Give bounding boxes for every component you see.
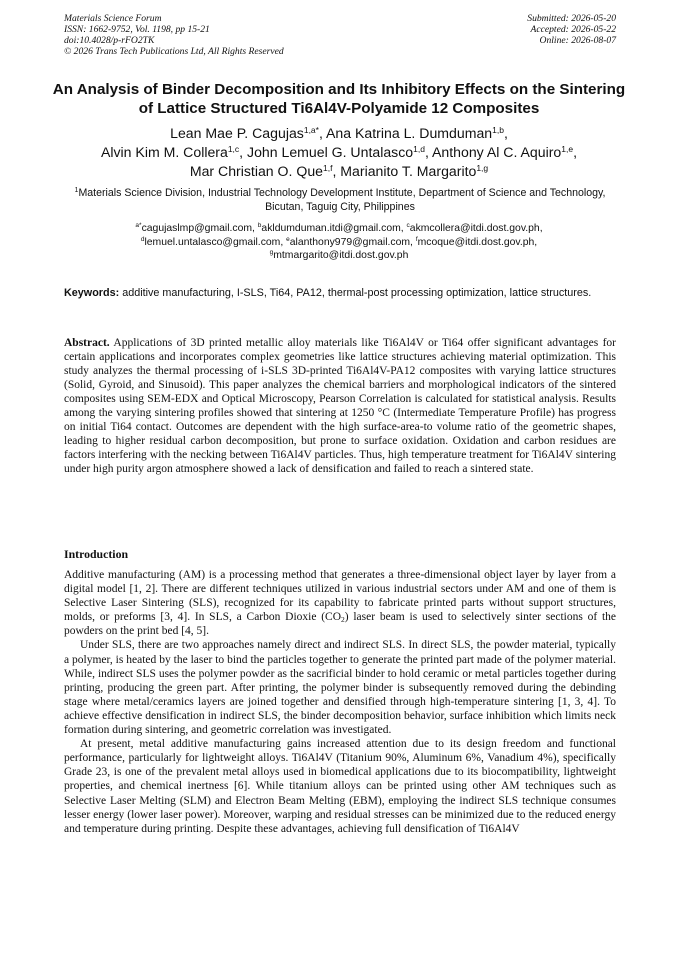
- keywords-label: Keywords:: [64, 287, 120, 299]
- online-date: Online: 2026-08-07: [539, 35, 616, 46]
- email[interactable]: $^d$lemuel.untalasco@gmail.com,: [140, 235, 287, 248]
- email-list: [56, 222, 622, 263]
- accepted-date: Accepted: 2026-05-22: [530, 24, 616, 35]
- keywords: [64, 286, 616, 300]
- dates-header: [527, 13, 616, 46]
- paragraph: At present, metal additive manufacturing gains increased attention due to its design freedom and functional performance, particularly for lightweight alloys. Ti6Al4V (Titanium 90%, Aluminum 6%, Vanadium 4%), specifically Grade 23, is one of the prevalent metal alloys used in biomedical applications due to its biocompatibility, lightweight properties, and chemical inertness [6]. While titanium alloys can be printed using other AM techniques such as Selective Laser Melting (SLM) and Electron Beam Melting (EBM), employing the indirect SLS technique consumes lesser energy (lower laser power). Moreover, warping and residual stresses can be minimized due to the reduced energy and temperature during printing. Despite these advantages, achieving full densification of Ti6Al4V: [64, 738, 616, 835]
- abstract: [64, 336, 616, 476]
- section-heading-introduction: Introduction: [64, 547, 129, 561]
- author-list: [40, 124, 638, 181]
- journal-issn: ISSN: 1662-9752, Vol. 1198, pp 15-21: [64, 24, 210, 35]
- journal-doi: doi:10.4028/p-rFO2TK: [64, 35, 155, 46]
- email[interactable]: $^b$akldumduman.itdi@gmail.com,: [257, 222, 407, 234]
- email[interactable]: $^g$mtmargarito@itdi.dost.gov.ph: [269, 249, 409, 262]
- paragraph: Under SLS, there are two approaches namely direct and indirect SLS. In direct SLS, the powder material, typically a polymer, is heated by the laser to bind the particles together to generate the printed part made of the polymer material. While, indirect SLS uses the polymer powder as the sacrificial binder to hold ceramic or metal particles together during printing, producing the green part. After printing, the polymer binder is subsequently removed during the debinding stage where metal/ceramics layers are joined together and densified through high-temperature sintering [1, 3, 4]. To achieve effective densification in indirect SLS, the binder decomposition behavior, surface inhibition which limits neck formation during sintering, and geometric correlation was investigated.: [64, 639, 616, 737]
- email[interactable]: $^e$alanthony979@gmail.com,: [286, 235, 416, 248]
- email[interactable]: $^c$akmcollera@itdi.dost.gov.ph,: [406, 222, 543, 234]
- paper-title: An Analysis of Binder Decomposition and Its Inhibitory Effects on the Sintering of Lattice Structured Ti6Al4V-Polyamide 12 Composites: [52, 81, 626, 117]
- abstract-label: Abstract.: [64, 337, 110, 349]
- author: Alvin Kim M. Collera$^{1,c}$,: [100, 144, 248, 160]
- journal-copyright: © 2026 Trans Tech Publications Ltd, All Rights Reserved: [64, 46, 284, 57]
- author: Marianito T. Margarito$^{1,g}$: [340, 163, 489, 179]
- abstract-text: Applications of 3D printed metallic alloy materials like Ti6Al4V or Ti64 offer significant advantages for certain applications and incorporates complex geometries like lattice structures achieving material optimization. This study analyzes the thermal processing of i-SLS 3D-printed Ti6Al4V-PA12 composites with varying lattice structures (Solid, Gyroid, and Sinusoid). This paper analyzes the chemical barriers and morphological indicators of the sintered composites using SEM-EDX and Optical Microscopy, Pearson Correlation is calculated for statistical analysis. Results among the varying sintering profiles showed that sintering at 1250 °C (Intermediate Temperature Profile) has progress on initial Ti64 contact. Outcomes are dependent with the high surface-area-to volume ratio of the geometric shapes, leading to higher residual carbon decomposition, but prone to surface oxidation. Oxidation and carbon residues are factors interfering with the necking between Ti6Al4V particles. Thus, high temperature treatment for Ti6Al4V sintering under high purity argon atmosphere showed a lack of densification and failed to reach a sintered state.: [64, 337, 616, 476]
- email[interactable]: $^f$mcoque@itdi.dost.gov.ph,: [415, 235, 538, 248]
- introduction-body: [64, 568, 616, 836]
- author: Ana Katrina L. Dumduman$^{1,b}$,: [326, 125, 508, 141]
- paragraph: Additive manufacturing (AM) is a processing method that generates a three-dimensional object layer by layer from a digital model [1, 2]. There are different techniques utilized in various industrial sectors under AM and one of them is Selective Laser Sintering (SLS), recognized for its capability to fabricate printed parts without support structures, molds, or preforms [3, 4]. In SLS, a Carbon Dioxie $(CO_2)$ laser beam is used to selectively sinter sections of the powders on the print bed [4, 5].: [64, 569, 616, 638]
- author: John Lemuel G. Untalasco$^{1,d}$,: [247, 144, 432, 160]
- journal-header: [64, 13, 284, 57]
- keywords-text: additive manufacturing, I-SLS, Ti64, PA12, thermal-post processing optimization, lattice structures.: [119, 287, 592, 299]
- affiliation: $^1$Materials Science Division, Industrial Technology Development Institute, Department of Science and Technology, Bicutan, Taguig City, Philippines: [74, 187, 606, 213]
- author: Mar Christian O. Que$^{1,f}$,: [189, 163, 341, 179]
- author: Anthony Al C. Aquiro$^{1,e}$,: [432, 144, 578, 160]
- author: Lean Mae P. Cagujas$^{1,a*}$,: [170, 125, 327, 141]
- journal-name: Materials Science Forum: [64, 13, 162, 24]
- email[interactable]: $^{a*}$cagujaslmp@gmail.com,: [135, 222, 258, 234]
- submitted-date: Submitted: 2026-05-20: [527, 13, 616, 24]
